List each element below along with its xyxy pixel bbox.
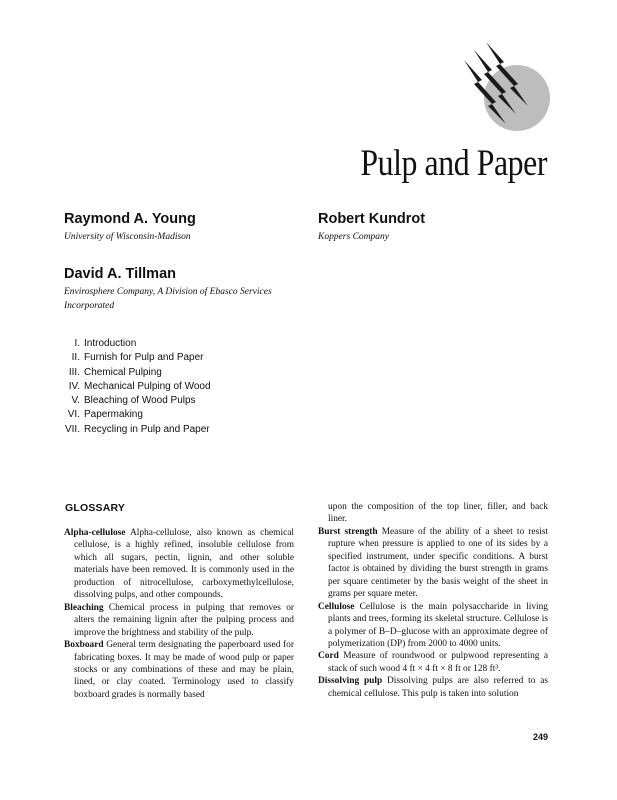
author-affiliation-tillman bbox=[64, 285, 272, 313]
affiliation-line: Incorporated bbox=[64, 301, 115, 311]
toc-number: II. bbox=[71, 352, 80, 364]
toc-number: V. bbox=[71, 395, 80, 407]
glossary-entry bbox=[64, 602, 294, 639]
toc-label: Papermaking bbox=[84, 409, 143, 421]
page-title: Pulp and Paper bbox=[360, 143, 547, 184]
glossary-column-right bbox=[318, 501, 548, 700]
toc-number: III. bbox=[68, 366, 80, 378]
author-name-kundrot: Robert Kundrot bbox=[318, 211, 426, 227]
glossary-entry bbox=[318, 675, 548, 700]
glossary-continuation: upon the composition of the top liner, filler, and back liner. bbox=[328, 502, 548, 525]
toc-item[interactable] bbox=[60, 380, 211, 394]
toc-item[interactable] bbox=[60, 366, 211, 380]
toc-item[interactable] bbox=[60, 394, 211, 408]
glossary-heading: GLOSSARY bbox=[65, 502, 126, 514]
glossary-term: Bleaching bbox=[64, 602, 104, 613]
toc-label: Recycling in Pulp and Paper bbox=[84, 423, 210, 435]
glossary-entry bbox=[318, 526, 548, 601]
toc-label: Furnish for Pulp and Paper bbox=[84, 352, 204, 364]
glossary-entry bbox=[64, 639, 294, 701]
toc-item[interactable] bbox=[60, 423, 211, 437]
glossary-term: Burst strength bbox=[318, 526, 378, 537]
toc-item[interactable] bbox=[60, 351, 211, 365]
toc-label: Introduction bbox=[84, 338, 137, 349]
toc-number: IV. bbox=[68, 380, 80, 392]
glossary-definition: General term designating the paperboard used for fabricating boxes. It may be made of wood pulp or paper stocks or any combinations of these and may be plain, lined, or clay coated. Terminology used to classify boxboard grades is normally based bbox=[74, 640, 294, 700]
table-of-contents bbox=[60, 337, 211, 437]
affiliation-line: Envirosphere Company, A Division of Ebasco Services bbox=[64, 287, 272, 297]
toc-number: VI. bbox=[67, 409, 80, 421]
chapter-logo-icon bbox=[462, 40, 552, 132]
glossary-term: Dissolving pulp bbox=[318, 676, 383, 687]
toc-number: I. bbox=[74, 338, 80, 349]
glossary-entry bbox=[318, 650, 548, 675]
glossary-term: Boxboard bbox=[64, 640, 104, 651]
toc-item[interactable] bbox=[60, 337, 211, 351]
glossary-entry bbox=[318, 601, 548, 651]
toc-number: VII. bbox=[64, 423, 80, 435]
glossary-definition: Cellulose is the main polysaccharide in living plants and trees, forming its skeletal structure. Cellulose is a polymer of B–D–glucose with an approximate degree of polymerization (DP) from 2000 to 4000 units. bbox=[328, 601, 548, 649]
glossary-definition: Measure of the ability of a sheet to resist rupture when pressure is applied to one of its sides by a specified instrument, under specific conditions. A burst factor is obtained by dividing the burst strength in grams per square centimeter by the basis weight of the sheet in grams per square meter. bbox=[328, 526, 548, 600]
glossary-definition: Measure of roundwood or pulpwood representing a stack of such wood 4 ft × 4 ft × 8 ft or 128 ft³. bbox=[328, 651, 548, 674]
glossary-entry bbox=[64, 527, 294, 602]
author-name-tillman: David A. Tillman bbox=[64, 266, 176, 282]
glossary-definition: Alpha-cellulose, also known as chemical cellulose, is a highly refined, insoluble cellulose from which all sugars, pectin, lignin, and other soluble materials have been removed. It is commonly used in the production of nitrocellulose, carboxymethylcellulose, dissolving pulps, and other compounds. bbox=[74, 528, 294, 601]
glossary-column-left bbox=[64, 527, 294, 701]
glossary-definition: Dissolving pulps are also referred to as chemical cellulose. This pulp is taken into solution bbox=[328, 676, 548, 699]
author-affiliation-young: University of Wisconsin-Madison bbox=[64, 232, 191, 242]
toc-item[interactable] bbox=[60, 408, 211, 422]
author-name-young: Raymond A. Young bbox=[64, 211, 196, 227]
toc-label: Chemical Pulping bbox=[84, 366, 162, 378]
page-number: 249 bbox=[533, 732, 549, 742]
author-affiliation-kundrot: Koppers Company bbox=[318, 232, 389, 242]
glossary-term: Cord bbox=[318, 651, 339, 662]
toc-label: Mechanical Pulping of Wood bbox=[84, 380, 211, 392]
glossary-term: Alpha-cellulose bbox=[64, 528, 126, 538]
glossary-definition: Chemical process in pulping that removes or alters the remaining lignin after the pulping process and improve the brightness and stability of the pulp. bbox=[74, 602, 295, 638]
toc-label: Bleaching of Wood Pulps bbox=[84, 395, 196, 407]
glossary-term: Cellulose bbox=[318, 601, 355, 612]
